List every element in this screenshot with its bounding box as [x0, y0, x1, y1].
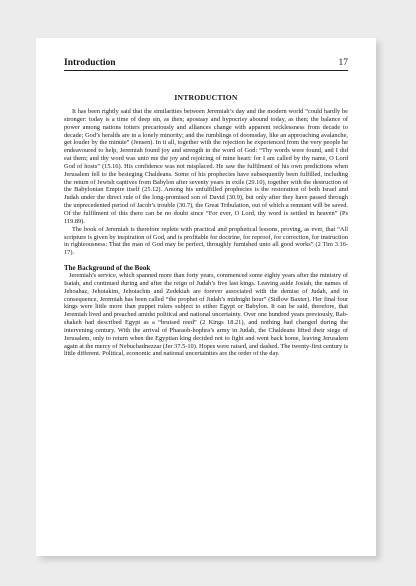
page-number: 17 [338, 58, 348, 68]
chapter-title: INTRODUCTION [174, 93, 238, 102]
running-head [64, 58, 348, 71]
section-heading: The Background of the Book [64, 264, 151, 273]
book-page [36, 38, 376, 556]
paragraph: The book of Jeremiah is therefore replete with practical and prophetical lessons, proving, as ever, that “All scripture is given by inspiration of God, and is profitable for doctrine, for reproof, for correction, for instruction in righteousness: That the man of God may be perfect, throughly furnished unto all good works” (2 Tim 3.16-17). [64, 225, 348, 257]
running-head-section: Introduction [64, 58, 116, 68]
paragraph: It has been rightly said that the similarities between Jeremiah’s day and the modern world “could hardly be stronger: today is a time of deep sin, as then; apostasy and hypocrisy abound today, as then; the balance of power among nations totters precariously and alliances change with apparent recklessness from decade to decade; God’s heralds are in a lonely minority; and the rumblings of doomsday, like an approaching avalanche, get louder by the minute” (Jensen). In it all, together with the rejection he experienced from the very people he endeavoured to help, Jeremiah found joy and strength in the word of God: “Thy words were found, and I did eat them; and thy word was unto me the joy and rejoicing of mine heart: for I am called by thy name, O Lord God of hosts” (15.16). His confidence was not misplaced. He saw the fulfilment of his own predictions when Jerusalem fell to the besieging Chaldeans. Some of his prophecies have subsequently been fulfilled, including the return of Jewish captives from Babylon after seventy years in exile (29.10), together with the destruction of the Babylonian Empire itself (25.12). Among his unfulfilled prophecies is the restoration of both Israel and Judah under the direct rule of the long-promised son of David (30.9), but only after they have passed through the unprecedented period of Jacob’s trouble (30.7), the Great Tribulation, out of which a remnant will be saved. Of the fulfilment of this there can be no doubt since “For ever, O Lord, thy word is settled in heaven” (Ps 119.89). [64, 108, 348, 225]
paragraph: Jeremiah’s service, which spanned more than forty years, commenced some eighty years after the ministry of Isaiah, and continued during and after the reign of Judah’s five last kings. Leaving aside Josiah, the names of Jehoahaz, Jehoiakim, Jehoiachin and Zedekiah are forever associated with the demise of Judah, and in consequence, Jeremiah has been called “the prophet of Judah’s midnight hour” (Sidlow Baxter). Her final four kings were little more than puppet rulers subject to either Egypt or Babylon. It can be said, therefore, that Jeremiah lived and preached amidst political and national uncertainty. Over one hundred years previously, Rab-shakeh had described Egypt as a “bruised reed” (2 Kings 18.21), and nothing had changed during the intervening century. With the arrival of Pharaoh-hophra’s army in Judah, the Chaldeans lifted their siege of Jerusalem, only to return when the Egyptian king decided not to fight and went back home, leaving Jerusalem again at the mercy of Nebuchadnezzar (Jer 37.5-10). Hopes were raised, and dashed. The twenty-first century is little different. Political, economic and national uncertainties are the order of the day. [64, 272, 348, 358]
